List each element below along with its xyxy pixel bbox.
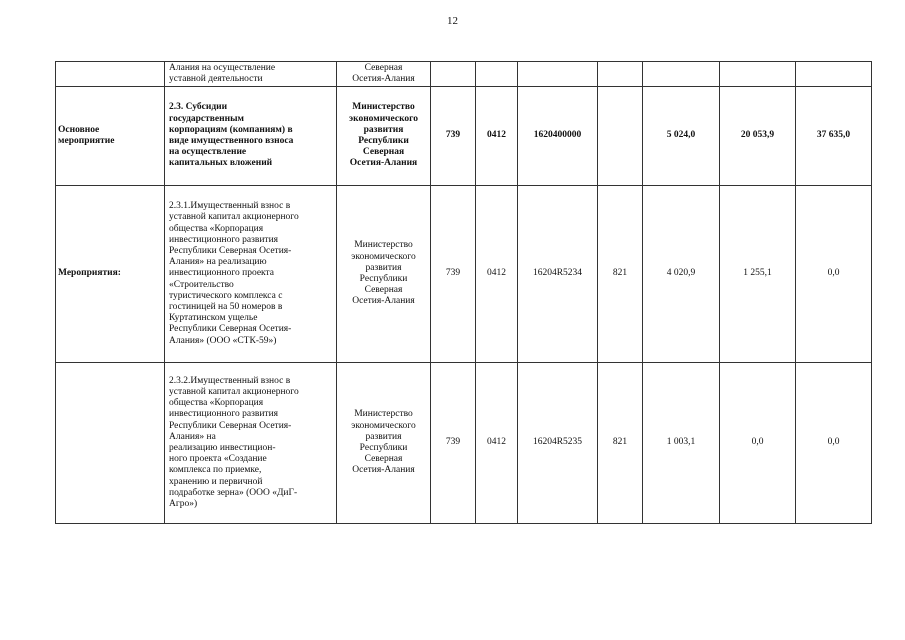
category-cell: Основное мероприятие: [56, 87, 165, 186]
grbs-cell: [431, 62, 476, 87]
csr-cell: 16204R5235: [518, 363, 598, 524]
description-cell: 2.3.1.Имущественный взнос в уставной капитал акционерного общества «Корпорация инвестиционного развития Республики Северная Осетия- Алания» на реализацию инвестиционного проекта «Строительство туристического комплекса с гостиницей на 50 номеров в Куртатинском ущелье Республики Северная Осетия- Алания» (ООО «СТК-59»): [165, 186, 337, 363]
rzpr-cell: 0412: [476, 363, 518, 524]
table-row: [56, 186, 872, 363]
year2-cell: 1 255,1: [720, 186, 796, 363]
category-cell: [56, 62, 165, 87]
table-row: [56, 363, 872, 524]
rzpr-cell: 0412: [476, 186, 518, 363]
description-cell: Алания на осуществление уставной деятельности: [165, 62, 337, 87]
year3-cell: 37 635,0: [796, 87, 872, 186]
csr-cell: 16204R5234: [518, 186, 598, 363]
table-row: [56, 87, 872, 186]
description-cell: 2.3. Субсидии государственным корпорациям (компаниям) в виде имущественного взноса на осуществление капитальных вложений: [165, 87, 337, 186]
csr-cell: 1620400000: [518, 87, 598, 186]
ministry-cell: Министерство экономического развития Республики Северная Осетия-Алания: [337, 363, 431, 524]
category-cell: [56, 363, 165, 524]
grbs-cell: 739: [431, 186, 476, 363]
grbs-cell: 739: [431, 87, 476, 186]
year1-cell: 4 020,9: [643, 186, 720, 363]
year3-cell: 0,0: [796, 186, 872, 363]
page-number: 12: [447, 15, 458, 27]
year2-cell: 20 053,9: [720, 87, 796, 186]
rzpr-cell: [476, 62, 518, 87]
table-row: [56, 62, 872, 87]
csr-cell: [518, 62, 598, 87]
ministry-cell: Министерство экономического развития Республики Северная Осетия-Алания: [337, 87, 431, 186]
ministry-cell: Министерство экономического развития Республики Северная Осетия-Алания: [337, 186, 431, 363]
category-cell: Мероприятия:: [56, 186, 165, 363]
vr-cell: 821: [598, 186, 643, 363]
ministry-cell: Северная Осетия-Алания: [337, 62, 431, 87]
rzpr-cell: 0412: [476, 87, 518, 186]
grbs-cell: 739: [431, 363, 476, 524]
year3-cell: [796, 62, 872, 87]
vr-cell: [598, 62, 643, 87]
year1-cell: 1 003,1: [643, 363, 720, 524]
year3-cell: 0,0: [796, 363, 872, 524]
year2-cell: [720, 62, 796, 87]
year1-cell: 5 024,0: [643, 87, 720, 186]
budget-table: [55, 61, 872, 524]
vr-cell: [598, 87, 643, 186]
description-cell: 2.3.2.Имущественный взнос в уставной капитал акционерного общества «Корпорация инвестиционного развития Республики Северная Осетия- Алания» на реализацию инвестицион- ного проекта «Создание комплекса по приемке, хранению и первичной подработке зерна» (ООО «ДиГ- Агро»): [165, 363, 337, 524]
year1-cell: [643, 62, 720, 87]
vr-cell: 821: [598, 363, 643, 524]
year2-cell: 0,0: [720, 363, 796, 524]
